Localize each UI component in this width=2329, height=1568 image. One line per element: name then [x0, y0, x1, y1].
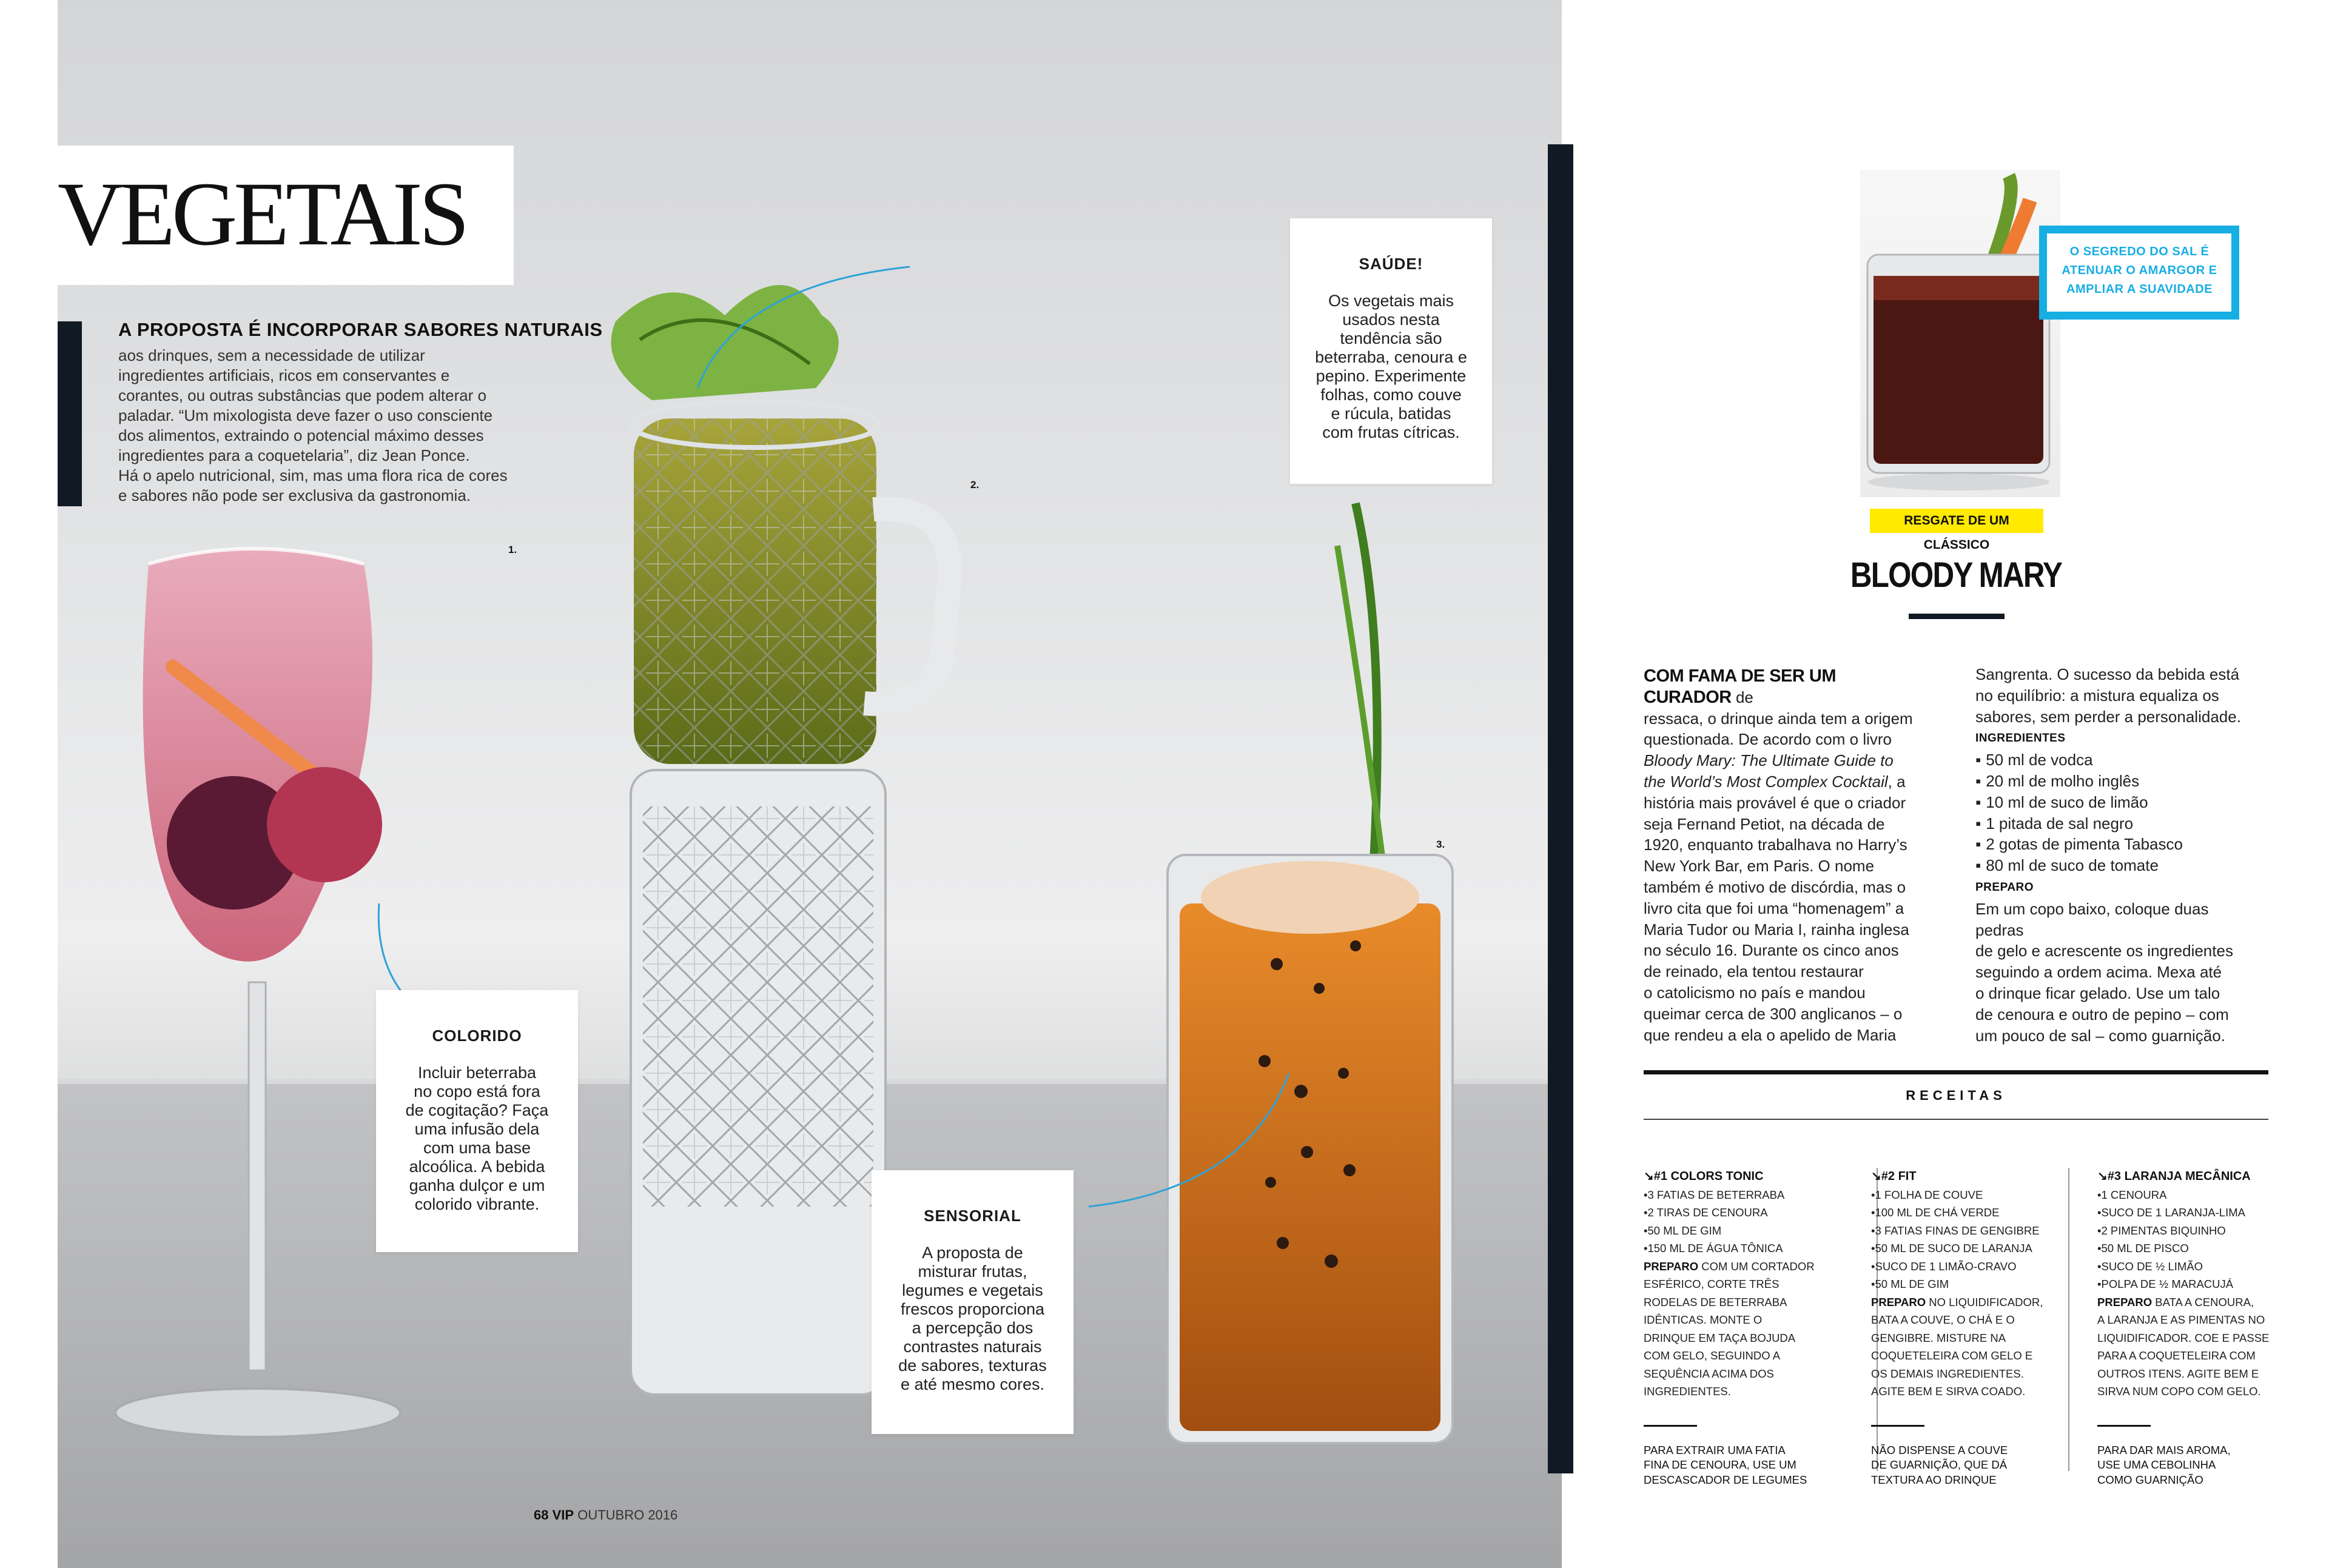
article-line: que rendeu a ela o apelido de Maria	[1644, 1025, 1897, 1044]
intro-line: dos alimentos, extraindo o potencial máximo desses	[118, 426, 484, 444]
article-line: seja Fernand Petiot, na década de	[1644, 814, 1885, 833]
callout-line: tendência são	[1340, 329, 1442, 347]
ingredient-item: ▪ 10 ml de suco de limão	[1975, 792, 2248, 813]
recipe-preparo-line: AGITE BEM E SIRVA COADO.	[1871, 1385, 2026, 1398]
preparo-line: um pouco de sal – como guarnição.	[1975, 1026, 2225, 1045]
article-line: ressaca, o drinque ainda tem a origem	[1644, 709, 1913, 728]
recipe-tip-rule	[2097, 1425, 2151, 1427]
callout-line: folhas, como couve	[1320, 386, 1462, 404]
callout-line: usados nesta	[1342, 310, 1440, 329]
recipe-tip-line: USE UMA CEBOLINHA	[2097, 1458, 2216, 1471]
ingredients-list	[1975, 749, 2248, 876]
article-line: New York Bar, em Paris. O nome	[1644, 857, 1875, 876]
callout-line: de sabores, texturas	[898, 1356, 1047, 1375]
recipe-preparo-line: COQUETELEIRA COM GELO E	[1871, 1349, 2033, 1362]
recipe-preparo-line: COM GELO, SEGUINDO A	[1644, 1349, 1781, 1362]
recipe-ingredient: • 150 ML DE ÁGUA TÔNICA	[1644, 1239, 1850, 1258]
callout-line: Incluir beterraba	[417, 1064, 537, 1082]
recipe-preparo-line: OS DEMAIS INGREDIENTES.	[1871, 1367, 2024, 1380]
recipe-tip-line: PARA DAR MAIS AROMA,	[2097, 1443, 2231, 1456]
recipe-tip-line: FINA DE CENOURA, USE UM	[1644, 1458, 1796, 1471]
article-lead: COM FAMA DE SER UM CURADOR	[1644, 666, 1836, 707]
recipe-preparo-line: SIRVA NUM COPO COM GELO.	[2097, 1385, 2261, 1398]
glass-2-tumbler	[631, 770, 886, 1395]
ingredient-item: ▪ 20 ml de molho inglês	[1975, 771, 2248, 792]
article-line: o catolicismo no país e mandou	[1644, 983, 1866, 1002]
callout-title: COLORIDO	[432, 1027, 522, 1045]
article-column-2	[1975, 664, 2248, 1046]
section-tag: RESGATE DE UM CLÁSSICO	[1870, 509, 2043, 533]
preparo-line: de cenoura e outro de pepino – com	[1975, 1005, 2229, 1024]
recipe-preparo-line: RODELAS DE BETERRABA	[1644, 1295, 1787, 1308]
page-title: VEGETAIS	[58, 164, 466, 264]
recipe-preparo-line: BATA A COUVE, O CHÁ E O	[1871, 1313, 2015, 1326]
recipe-ingredient: • 1 CENOURA	[2097, 1186, 2304, 1204]
recipe-ingredient: • 100 ML DE CHÁ VERDE	[1871, 1204, 2077, 1222]
callout-line: ganha dulçor e um	[409, 1176, 545, 1194]
callout-line: pepino. Experimente	[1316, 367, 1467, 385]
article-line: 1920, enquanto trabalhava no Harry’s	[1644, 836, 1907, 854]
callout-body	[884, 1244, 1061, 1394]
article-fragment: , a	[1887, 772, 1906, 791]
recipe-ingredients	[1644, 1186, 1850, 1258]
recipe-preparo-line	[1871, 1293, 2077, 1312]
recipe-ingredients	[1871, 1186, 2077, 1293]
article-line	[1644, 750, 1920, 771]
intro-line: ingredientes artificiais, ricos em conservantes e	[118, 366, 450, 384]
receitas-bottom-rule	[1644, 1119, 2268, 1120]
recipe-preparo-line: SEQUÊNCIA ACIMA DOS	[1644, 1367, 1774, 1380]
recipe-ingredient: • 50 ML DE GIM	[1644, 1222, 1850, 1240]
article-line: no equilíbrio: a mistura equaliza os	[1975, 686, 2219, 705]
recipe-preparo-line	[1644, 1258, 1850, 1276]
intro-line: aos drinques, sem a necessidade de utilizar	[118, 346, 425, 364]
preparo-label: PREPARO	[1975, 880, 2034, 894]
ingredient-item: ▪ 1 pitada de sal negro	[1975, 813, 2248, 834]
recipe-ingredient: • SUCO DE 1 LIMÃO-CRAVO	[1871, 1258, 2077, 1276]
recipe-ingredient: • POLPA DE ½ MARACUJÁ	[2097, 1275, 2304, 1293]
article-line: Maria Tudor ou Maria I, rainha inglesa	[1644, 920, 1909, 939]
bloody-mary-glass	[1860, 170, 2060, 497]
receitas-top-rule	[1644, 1070, 2268, 1074]
article-line: de reinado, ela tentou restaurar	[1644, 962, 1864, 981]
recipe-preparo-text: BATA A CENOURA,	[2152, 1295, 2254, 1308]
recipe-preparo-line	[2097, 1293, 2304, 1312]
recipe-preparo	[1644, 1258, 1850, 1401]
callout-body	[388, 1064, 566, 1214]
intro-line: ingredientes para a coquetelaria”, diz Jean Ponce.	[118, 446, 470, 464]
recipe-tip-line: TEXTURA AO DRINQUE	[1871, 1473, 1997, 1486]
ingredients-label: INGREDIENTES	[1975, 732, 2066, 745]
recipe-tip-rule	[1644, 1425, 1697, 1427]
article-lead-tail: de	[1735, 688, 1753, 706]
recipe-preparo-line: GENGIBRE. MISTURE NA	[1871, 1331, 2006, 1344]
intro-line: Há o apelo nutricional, sim, mas uma flora rica de cores	[118, 466, 508, 484]
callout-line: de cogitação? Faça	[405, 1101, 549, 1119]
glass-1-goblet	[115, 549, 400, 1437]
recipe-2	[1871, 1168, 2077, 1487]
glass-3-highball	[1168, 503, 1453, 1443]
ingredient-item: ▪ 50 ml de vodca	[1975, 749, 2248, 771]
recipe-3	[2097, 1168, 2304, 1487]
callout-line: frescos proporciona	[900, 1300, 1045, 1318]
recipe-separator	[2068, 1168, 2069, 1471]
preparo-line: de gelo e acrescente os ingredientes	[1975, 942, 2233, 960]
page-number: 68	[534, 1507, 549, 1523]
intro-line: e sabores não pode ser exclusiva da gastronomia.	[118, 486, 471, 504]
callout-body	[1302, 292, 1480, 442]
bloody-mary-photo	[1860, 170, 2060, 497]
recipe-preparo-line: A LARANJA E AS PIMENTAS NO	[2097, 1313, 2265, 1326]
recipe-preparo	[2097, 1293, 2304, 1401]
recipe-ingredient: • 3 FATIAS FINAS DE GENGIBRE	[1871, 1222, 2077, 1240]
callout-line: misturar frutas,	[918, 1262, 1027, 1281]
recipe-ingredient: • 50 ML DE PISCO	[2097, 1239, 2304, 1258]
glass-number-1: 1.	[508, 544, 517, 555]
callout-line: beterraba, cenoura e	[1315, 348, 1467, 366]
recipe-1	[1644, 1168, 1850, 1487]
recipe-tip	[2097, 1443, 2304, 1488]
callout-sensorial	[872, 1170, 1074, 1434]
issue-date: OUTUBRO 2016	[577, 1507, 678, 1523]
secret-callout-text	[2047, 243, 2232, 299]
recipe-title: ↘ #1 COLORS TONIC	[1644, 1168, 1850, 1186]
recipe-preparo-line: IDÊNTICAS. MONTE O	[1644, 1313, 1763, 1326]
intro-text	[118, 346, 519, 506]
recipe-preparo-line: OUTROS ITENS. AGITE BEM E	[2097, 1367, 2259, 1380]
recipe-preparo-line: ESFÉRICO, CORTE TRÊS	[1644, 1278, 1780, 1290]
recipe-preparo-label: PREPARO	[1644, 1259, 1699, 1273]
article-line: queimar cerca de 300 anglicanos – o	[1644, 1004, 1903, 1023]
callout-saude	[1290, 218, 1492, 484]
article-line: no século 16. Durante os cinco anos	[1644, 941, 1899, 960]
recipe-ingredient: • 3 FATIAS DE BETERRABA	[1644, 1186, 1850, 1204]
preparo-line: o drinque ficar gelado. Use um talo	[1975, 983, 2220, 1002]
article-column-1	[1644, 666, 1920, 1045]
book-title: Bloody Mary: The Ultimate Guide to	[1644, 751, 1894, 770]
callout-line: no copo está fora	[414, 1082, 540, 1101]
article-lead-line	[1644, 666, 1920, 708]
article-line: Sangrenta. O sucesso da bebida está	[1975, 665, 2240, 683]
article-line: questionada. De acordo com o livro	[1644, 730, 1892, 749]
callout-line: com frutas cítricas.	[1322, 423, 1460, 441]
ingredient-item: ▪ 80 ml de suco de tomate	[1975, 855, 2248, 876]
recipe-ingredient: • 2 TIRAS DE CENOURA	[1644, 1204, 1850, 1222]
recipe-tip	[1871, 1443, 2077, 1488]
intro-line: corantes, ou outras substâncias que podem alterar o	[118, 386, 487, 404]
preparo-line: Em um copo baixo, coloque duas pedras	[1975, 899, 2209, 939]
recipe-preparo-label: PREPARO	[2097, 1295, 2153, 1308]
recipe-preparo-text: COM UM CORTADOR	[1698, 1259, 1815, 1273]
recipe-preparo-label: PREPARO	[1871, 1295, 1926, 1308]
callout-line: com uma base	[423, 1139, 531, 1157]
recipe-tip-line: DE GUARNIÇÃO, QUE DÁ	[1871, 1458, 2008, 1471]
callout-line: e rúcula, batidas	[1331, 404, 1451, 423]
secret-line: O SEGREDO DO SAL É	[2069, 245, 2210, 258]
title-underline	[1909, 614, 2005, 619]
glass-number-3: 3.	[1436, 839, 1445, 850]
callout-title: SENSORIAL	[924, 1207, 1021, 1225]
secret-line: AMPLIAR A SUAVIDADE	[2066, 283, 2213, 296]
page-folio	[534, 1507, 677, 1523]
article-line	[1644, 771, 1920, 792]
callout-line: colorido vibrante.	[414, 1195, 540, 1213]
recipe-tip-line: COMO GUARNIÇÃO	[2097, 1473, 2203, 1486]
callout-line: legumes e vegetais	[902, 1281, 1043, 1299]
callout-line: e até mesmo cores.	[900, 1375, 1045, 1393]
magazine-name: VIP	[552, 1507, 574, 1523]
preparo-line: seguindo a ordem acima. Mexa até	[1975, 963, 2222, 982]
recipe-preparo	[1871, 1293, 2077, 1401]
recipe-preparo-line: INGREDIENTES.	[1644, 1385, 1731, 1398]
article-line: também é motivo de discórdia, mas o	[1644, 877, 1906, 896]
recipe-ingredient: • 50 ML DE GIM	[1871, 1275, 2077, 1293]
recipe-preparo-line: LIQUIDIFICADOR. COE E PASSE	[2097, 1331, 2270, 1344]
callout-line: A proposta de	[922, 1244, 1023, 1262]
intro-heading: A PROPOSTA É INCORPORAR SABORES NATURAIS	[118, 319, 603, 340]
recipe-ingredient: • 50 ML DE SUCO DE LARANJA	[1871, 1239, 2077, 1258]
callout-line: alcoólica. A bebida	[409, 1158, 545, 1176]
spread-gutter-bar	[1548, 144, 1573, 1473]
glass-2-mug	[611, 285, 950, 764]
recipe-preparo-text: NO LIQUIDIFICADOR,	[1926, 1295, 2043, 1308]
recipe-tip	[1644, 1443, 1850, 1488]
recipe-preparo-line: DRINQUE EM TAÇA BOJUDA	[1644, 1331, 1796, 1344]
recipe-title: ↘ #2 FIT	[1871, 1168, 2077, 1186]
callout-line: a percepção dos	[912, 1319, 1033, 1337]
recipe-tip-line: DESCASCADOR DE LEGUMES	[1644, 1473, 1807, 1486]
callout-line: Os vegetais mais	[1328, 292, 1454, 310]
intro-line: paladar. “Um mixologista deve fazer o uso consciente	[118, 406, 493, 424]
article-line: livro cita que foi uma “homenagem” a	[1644, 899, 1904, 917]
recipe-ingredient: • SUCO DE 1 LARANJA-LIMA	[2097, 1204, 2304, 1222]
intro-accent-bar	[58, 321, 82, 506]
callout-colorido	[376, 990, 578, 1252]
book-title: the World’s Most Complex Cocktail	[1644, 772, 1888, 791]
recipe-preparo-line: PARA A COQUETELEIRA COM	[2097, 1349, 2256, 1362]
receitas-heading: RECEITAS	[1906, 1088, 2006, 1103]
article-line: sabores, sem perder a personalidade.	[1975, 707, 2241, 726]
ingredient-item: ▪ 2 gotas de pimenta Tabasco	[1975, 834, 2248, 855]
callout-line: contrastes naturais	[903, 1338, 1042, 1356]
recipe-tip-rule	[1871, 1425, 1924, 1427]
recipe-tip-line: PARA EXTRAIR UMA FATIA	[1644, 1443, 1786, 1456]
article-title: BLOODY MARY	[1850, 555, 2062, 595]
recipe-ingredients	[2097, 1186, 2304, 1293]
recipe-title: ↘ #3 LARANJA MECÂNICA	[2097, 1168, 2304, 1186]
recipe-ingredient: • 1 FOLHA DE COUVE	[1871, 1186, 2077, 1204]
secret-line: ATENUAR O AMARGOR E	[2062, 264, 2217, 277]
article-line: história mais provável é que o criador	[1644, 793, 1906, 812]
glass-number-2: 2.	[970, 479, 980, 491]
recipe-ingredient: • 2 PIMENTAS BIQUINHO	[2097, 1222, 2304, 1240]
callout-line: uma infusão dela	[414, 1120, 540, 1138]
recipe-tip-line: NÃO DISPENSE A COUVE	[1871, 1443, 2008, 1456]
recipe-ingredient: • SUCO DE ½ LIMÃO	[2097, 1258, 2304, 1276]
callout-title: SAÚDE!	[1359, 255, 1423, 273]
